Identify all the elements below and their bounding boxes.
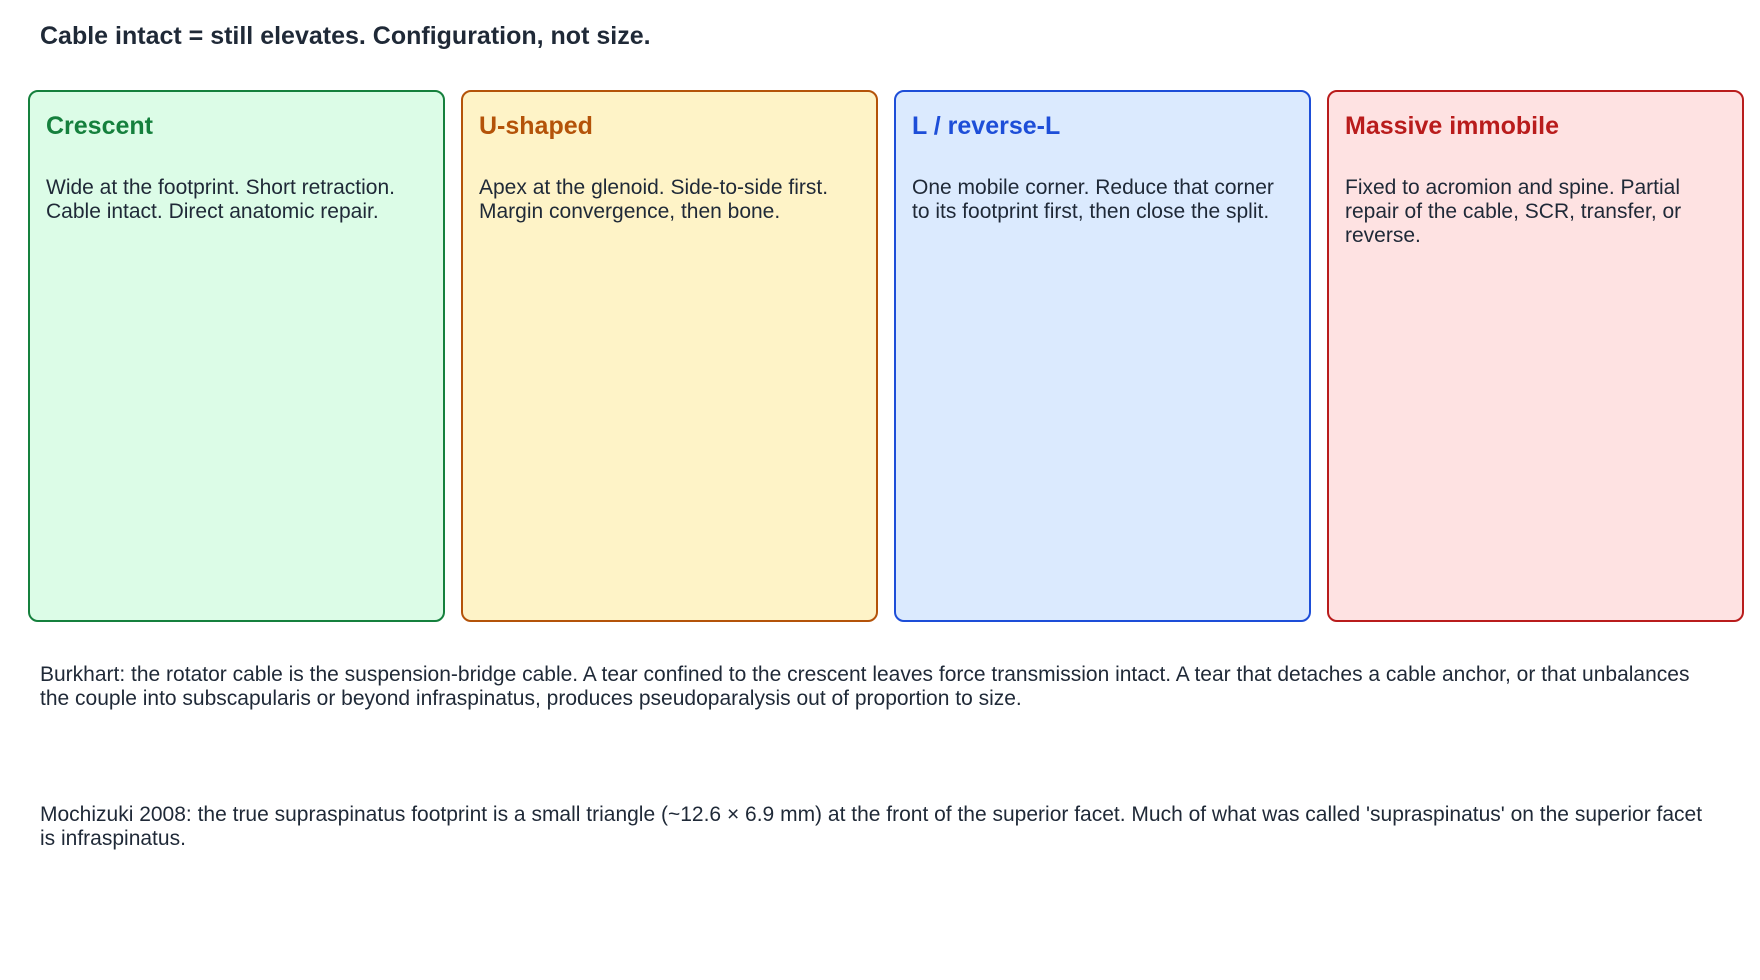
card-title: L / reverse-L xyxy=(912,112,1061,140)
card-title: Massive immobile xyxy=(1345,112,1559,140)
card-u-shaped xyxy=(461,90,878,622)
card-title: U-shaped xyxy=(479,112,593,140)
card-description: Wide at the footprint. Short retraction. Cable intact. Direct anatomic repair. xyxy=(46,175,396,223)
page-title: Cable intact = still elevates. Configuration, not size. xyxy=(40,22,651,50)
card-crescent xyxy=(28,90,445,622)
note-burkhart: Burkhart: the rotator cable is the suspension-bridge cable. A tear confined to the crescent leaves force transmission intact. A tear that detaches a cable anchor, or that unbalances the couple into subscapularis or beyond infraspinatus, produces pseudoparalysis out of proportion to size. xyxy=(40,663,1690,711)
card-description: Fixed to acromion and spine. Partial repair of the cable, SCR, transfer, or reverse. xyxy=(1345,175,1682,247)
card-l-reverse-l xyxy=(894,90,1311,622)
card-description: One mobile corner. Reduce that corner to its footprint first, then close the split. xyxy=(912,175,1274,223)
card-massive-immobile xyxy=(1327,90,1744,622)
card-description: Apex at the glenoid. Side-to-side first. Margin convergence, then bone. xyxy=(479,175,829,223)
tear-configuration-cards xyxy=(28,90,1744,622)
note-mochizuki: Mochizuki 2008: the true supraspinatus footprint is a small triangle (~12.6 × 6.9 mm) at the front of the superior facet. Much of what was called 'supraspinatus' on the superior facet is infraspinatus. xyxy=(40,803,1703,851)
card-title: Crescent xyxy=(46,112,153,140)
